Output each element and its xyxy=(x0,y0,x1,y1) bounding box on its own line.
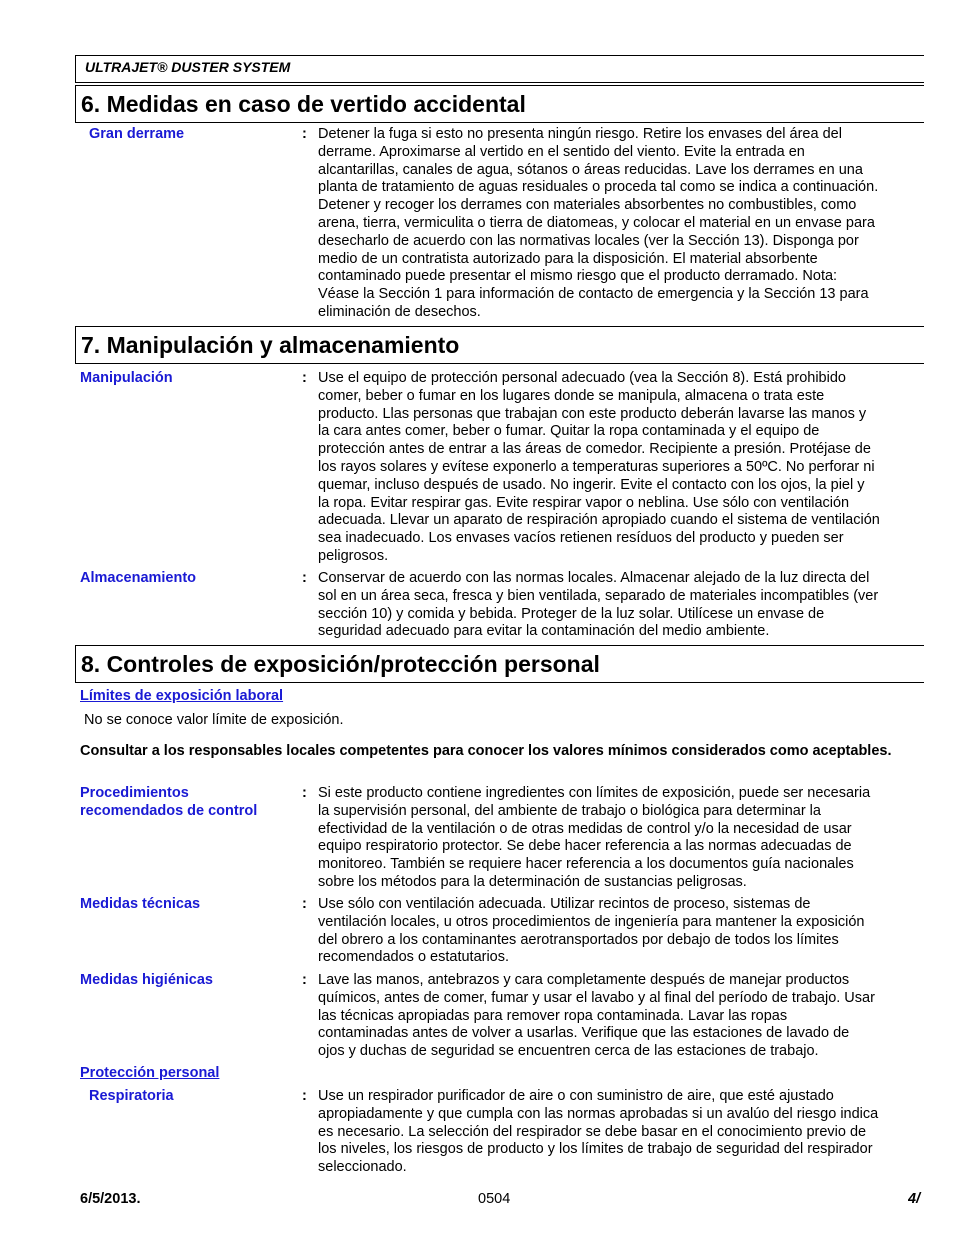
footer-code: 0504 xyxy=(478,1191,511,1207)
engineering-text: Use sólo con ventilación adecuada. Utilizar recintos de proceso, sistemas de ventilación locales, u otros procedimientos de ingeniería para mantener la exposición del obrero a los contaminantes aerotransportados por debajo de todos los límites recomendados o estatutarios. xyxy=(318,896,865,966)
hygiene-label: Medidas higiénicas xyxy=(80,972,213,988)
colon-separator: : xyxy=(302,896,307,912)
engineering-label: Medidas técnicas xyxy=(80,896,201,912)
product-name-header: ULTRAJET® DUSTER SYSTEM xyxy=(75,55,924,83)
handling-text: Use el equipo de protección personal adecuado (vea la Sección 8). Está prohibido comer, beber o fumar en los lugares donde se manipula, almacena o trata este producto. Llas personas que trabajan con este producto deberán lavarse las manos y la cara antes comer, beber o fumar. Quitar la ropa contaminada y el equipo de protección antes de entrar a las áreas de comedor. Recipiente a presión. Protéjase de los rayos solares y evítese exponerlo a temperaturas superiores a 50ºC. No perforar ni quemar, incluso después de usado. No ingerir. Evite el contacto con los ojos, la piel y la ropa. Evitar respirar gas. Evite respirar vapor o neblina. Use sólo con ventilación adecuada. Llevar un aparato de respiración apropiado cuando el sistema de ventilación sea inadecuado. Los envases vacíos retienen resíduos del producto y pueden ser peligrosos. xyxy=(318,370,880,564)
section-8-title: 8. Controles de exposición/protección personal xyxy=(75,645,924,683)
colon-separator: : xyxy=(302,370,307,386)
consult-authorities-note: Consultar a los responsables locales competentes para conocer los valores mínimos considerados como aceptables. xyxy=(80,743,892,759)
colon-separator: : xyxy=(302,1088,307,1104)
respiratory-text: Use un respirador purificador de aire o con suministro de aire, que esté ajustado apropiadamente y que cumpla con las normas aprobadas si un avalúo del riesgo indica es necesario. La selección del respirador se debe basar en el conocimiento previo de los niveles, los riesgos de producto y los límites de trabajo de seguridad del respirador seleccionado. xyxy=(318,1088,879,1176)
large-spill-label: Gran derrame xyxy=(89,126,185,142)
colon-separator: : xyxy=(302,972,307,988)
hygiene-text: Lave las manos, antebrazos y cara completamente después de manejar productos químicos, antes de comer, fumar y usar el lavabo y al final del período de trabajo. Usar las técnicas apropiadas para remover ropa contaminada. Lavar las ropas contaminadas antes de volver a usarlas. Verifique que las estaciones de lavado de ojos y duchas de seguridad se encuentren cerca de las estaciones de trabajo. xyxy=(318,972,875,1060)
colon-separator: : xyxy=(302,785,307,801)
storage-label: Almacenamiento xyxy=(80,570,197,586)
exposure-limits-link[interactable]: Límites de exposición laboral xyxy=(80,688,284,704)
personal-protection-link[interactable]: Protección personal xyxy=(80,1065,220,1081)
handling-label: Manipulación xyxy=(80,370,173,386)
large-spill-text: Detener la fuga si esto no presenta ningún riesgo. Retire los envases del área del derrame. Aproximarse al vertido en el sentido del viento. Evite la entrada en alcantarillas, canales de agua, sótanos o áreas reducidas. Lave los derrames en una planta de tratamiento de aguas residuales o proceda tal como se indica a continuación. Detener y recoger los derrames con materiales absorbentes no combustibles, como arena, tierra, vermiculita o tierra de diatomeas, y colocar el material en un envase para desecharlo de acuerdo con las normativas locales (ver la Sección 13). Disponga por medio de un contratista autorizado para la disposición. El material absorbente contaminado puede presentar el mismo riesgo que el producto derramado. Nota: Véase la Sección 1 para información de contacto de emergencia y la Sección 13 para eliminación de desechos. xyxy=(318,126,879,320)
footer-date: 6/5/2013. xyxy=(80,1191,141,1207)
section-7-title: 7. Manipulación y almacenamiento xyxy=(75,326,924,364)
colon-separator: : xyxy=(302,126,307,142)
monitoring-label: Procedimientos recomendados de control xyxy=(80,785,258,819)
storage-text: Conservar de acuerdo con las normas locales. Almacenar alejado de la luz directa del sol en un área seca, fresca y bien ventilada, separado de materiales incompatibles (ver sección 10) y comida y bebida. Proteger de la luz solar. Utilícese un envase de seguridad adecuado para evitar la contaminación del medio ambiente. xyxy=(318,570,879,640)
monitoring-text: Si este producto contiene ingredientes con límites de exposición, puede ser necesaria la supervisión personal, del ambiente de trabajo o biológica para determinar la efectividad de la ventilación o de otras medidas de control y/o la necesidad de usar equipo respiratorio protector. Se debe hacer referencia a las normas adecuadas de monitoreo. También se requiere hacer referencia a los documentos guía nacionales sobre los métodos para la determinación de sustancias peligrosas. xyxy=(318,785,871,890)
respiratory-label: Respiratoria xyxy=(89,1088,174,1104)
section-6-title: 6. Medidas en caso de vertido accidental xyxy=(75,85,924,123)
footer-page-number: 4/ xyxy=(908,1191,921,1207)
exposure-limits-text: No se conoce valor límite de exposición. xyxy=(84,712,344,728)
colon-separator: : xyxy=(302,570,307,586)
